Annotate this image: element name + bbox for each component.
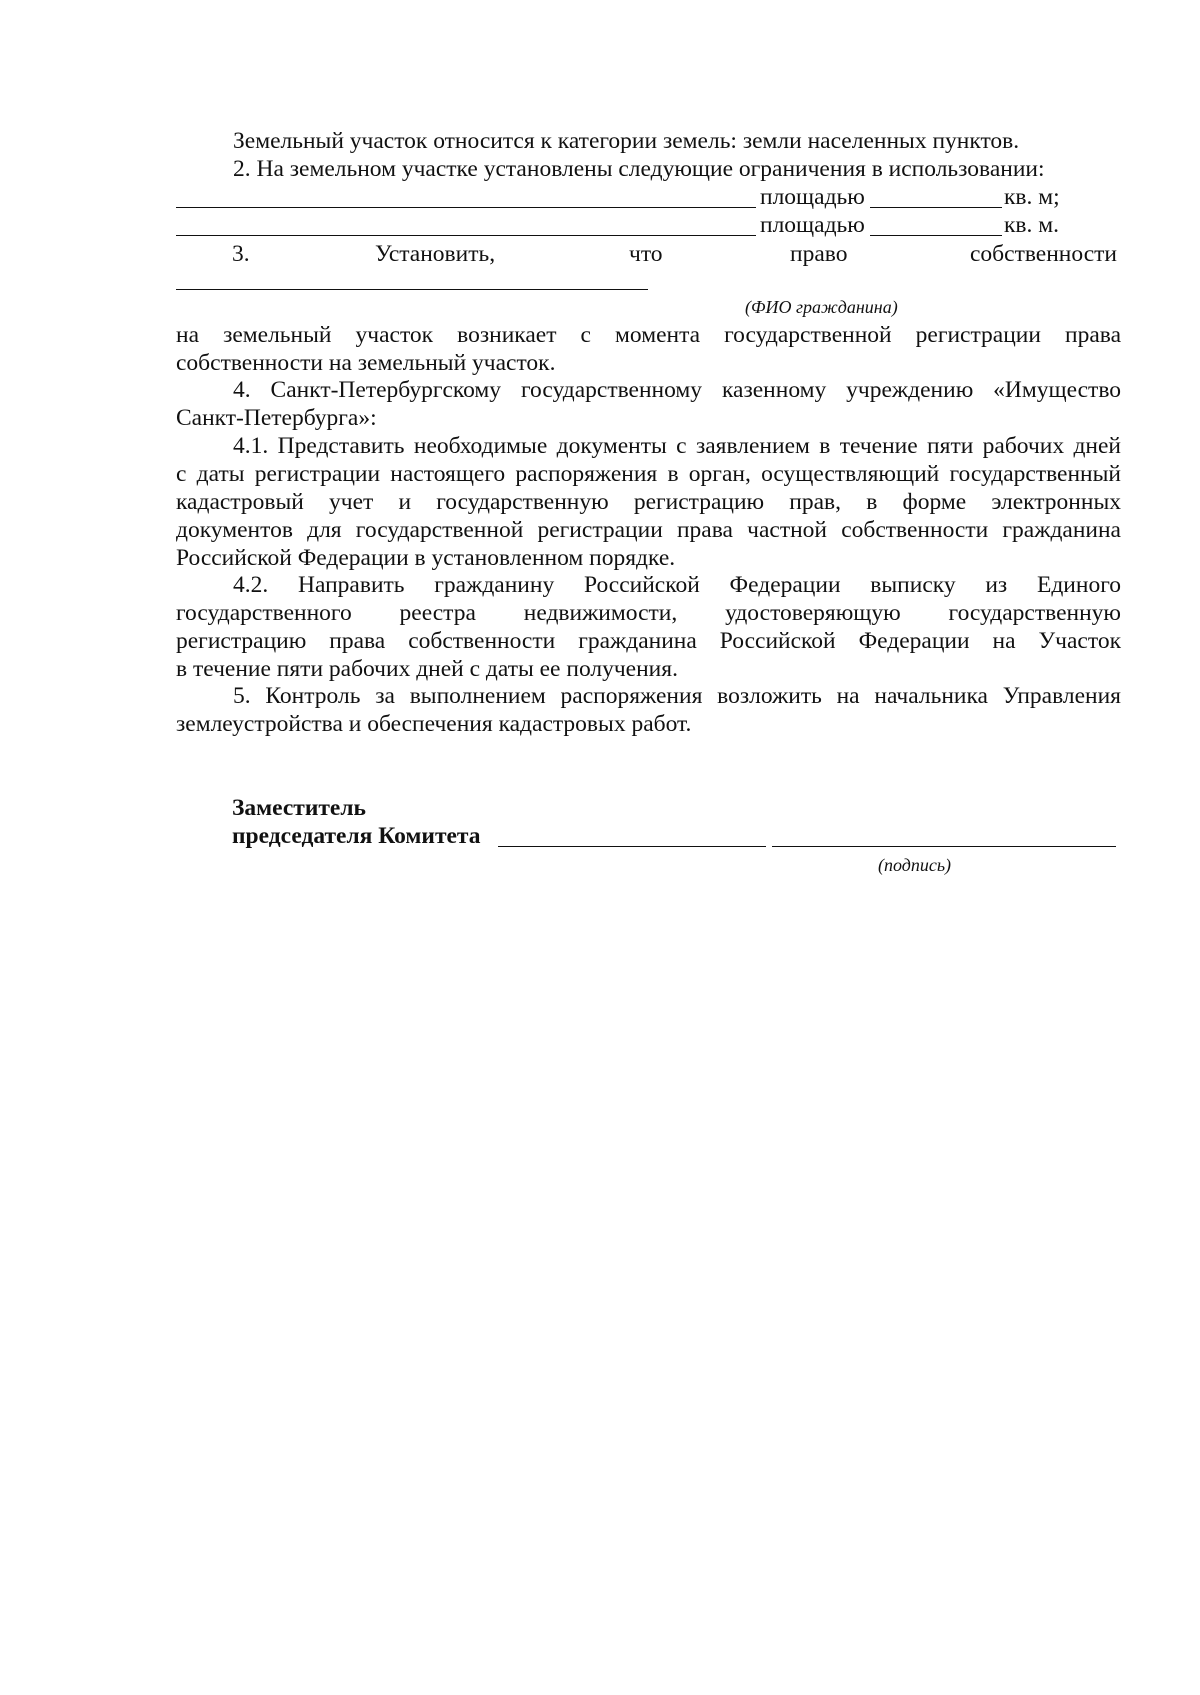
restriction-1-blank [176, 207, 756, 208]
restriction-row-1 [176, 183, 1121, 211]
item-5-line-1: 5. Контроль за выполнением распоряжения возложить на начальника Управления [233, 683, 1121, 709]
item-4-1-line-1: 4.1. Представить необходимые документы с заявлением в течение пяти рабочих дней [233, 433, 1121, 459]
item-3-cont-line-2: собственности на земельный участок. [176, 350, 556, 376]
signatory-name-blank [772, 846, 1116, 847]
item-4-1-line-2: с даты регистрации настоящего распоряжения в орган, осуществляющий государственный [176, 461, 1121, 487]
item-3-word-establish: Установить, [375, 241, 496, 267]
item-3-word-that: что [629, 241, 663, 267]
citizen-name-caption: (ФИО гражданина) [745, 297, 898, 317]
item-4-line-1: 4. Санкт-Петербургскому государственному казенному учреждению «Имущество [233, 377, 1121, 403]
item-4-1-line-4: документов для государственной регистрации права частной собственности гражданина [176, 517, 1121, 543]
item-4-2-line-2: государственного реестра недвижимости, удостоверяющую государственную [176, 600, 1121, 626]
item-5-line-2: землеустройства и обеспечения кадастровых работ. [176, 711, 692, 737]
item-3-cont-line-1: на земельный участок возникает с момента государственной регистрации права [176, 322, 1121, 348]
restriction-1-area-label: площадью [760, 184, 865, 210]
restriction-1-area-blank [870, 207, 1002, 208]
item-2-heading: 2. На земельном участке установлены следующие ограничения в использовании: [233, 156, 1045, 182]
item-3-word-right: право [790, 241, 848, 267]
signature-caption: (подпись) [878, 855, 952, 875]
restriction-2-unit: кв. м. [1004, 212, 1060, 238]
item-4-2-line-1: 4.2. Направить гражданину Российской Федерации выписку из Единого [233, 572, 1121, 598]
restriction-2-blank [176, 235, 756, 236]
restriction-2-area-label: площадью [760, 212, 865, 238]
item-3-line [176, 240, 1121, 268]
citizen-name-blank [176, 289, 648, 290]
land-category-line: Земельный участок относится к категории земель: земли населенных пунктов. [233, 128, 1020, 154]
item-4-1-line-3: кадастровый учет и государственную регистрацию прав, в форме электронных [176, 489, 1121, 515]
signature-blank [498, 846, 766, 847]
item-4-2-line-3: регистрацию права собственности гражданина Российской Федерации на Участок [176, 628, 1121, 654]
item-4-line-2: Санкт-Петербурга»: [176, 405, 377, 431]
signatory-title-line-2: председателя Комитета [232, 823, 481, 849]
restriction-2-area-blank [870, 235, 1002, 236]
item-3-word-ownership: собственности [970, 241, 1117, 267]
item-4-2-line-4: в течение пяти рабочих дней с даты ее получения. [176, 656, 678, 682]
item-3-number: 3. [232, 241, 250, 267]
restriction-1-unit: кв. м; [1004, 184, 1060, 210]
item-4-1-line-5: Российской Федерации в установленном порядке. [176, 545, 676, 571]
restriction-row-2 [176, 211, 1121, 239]
signatory-title-line-1: Заместитель [232, 795, 366, 821]
